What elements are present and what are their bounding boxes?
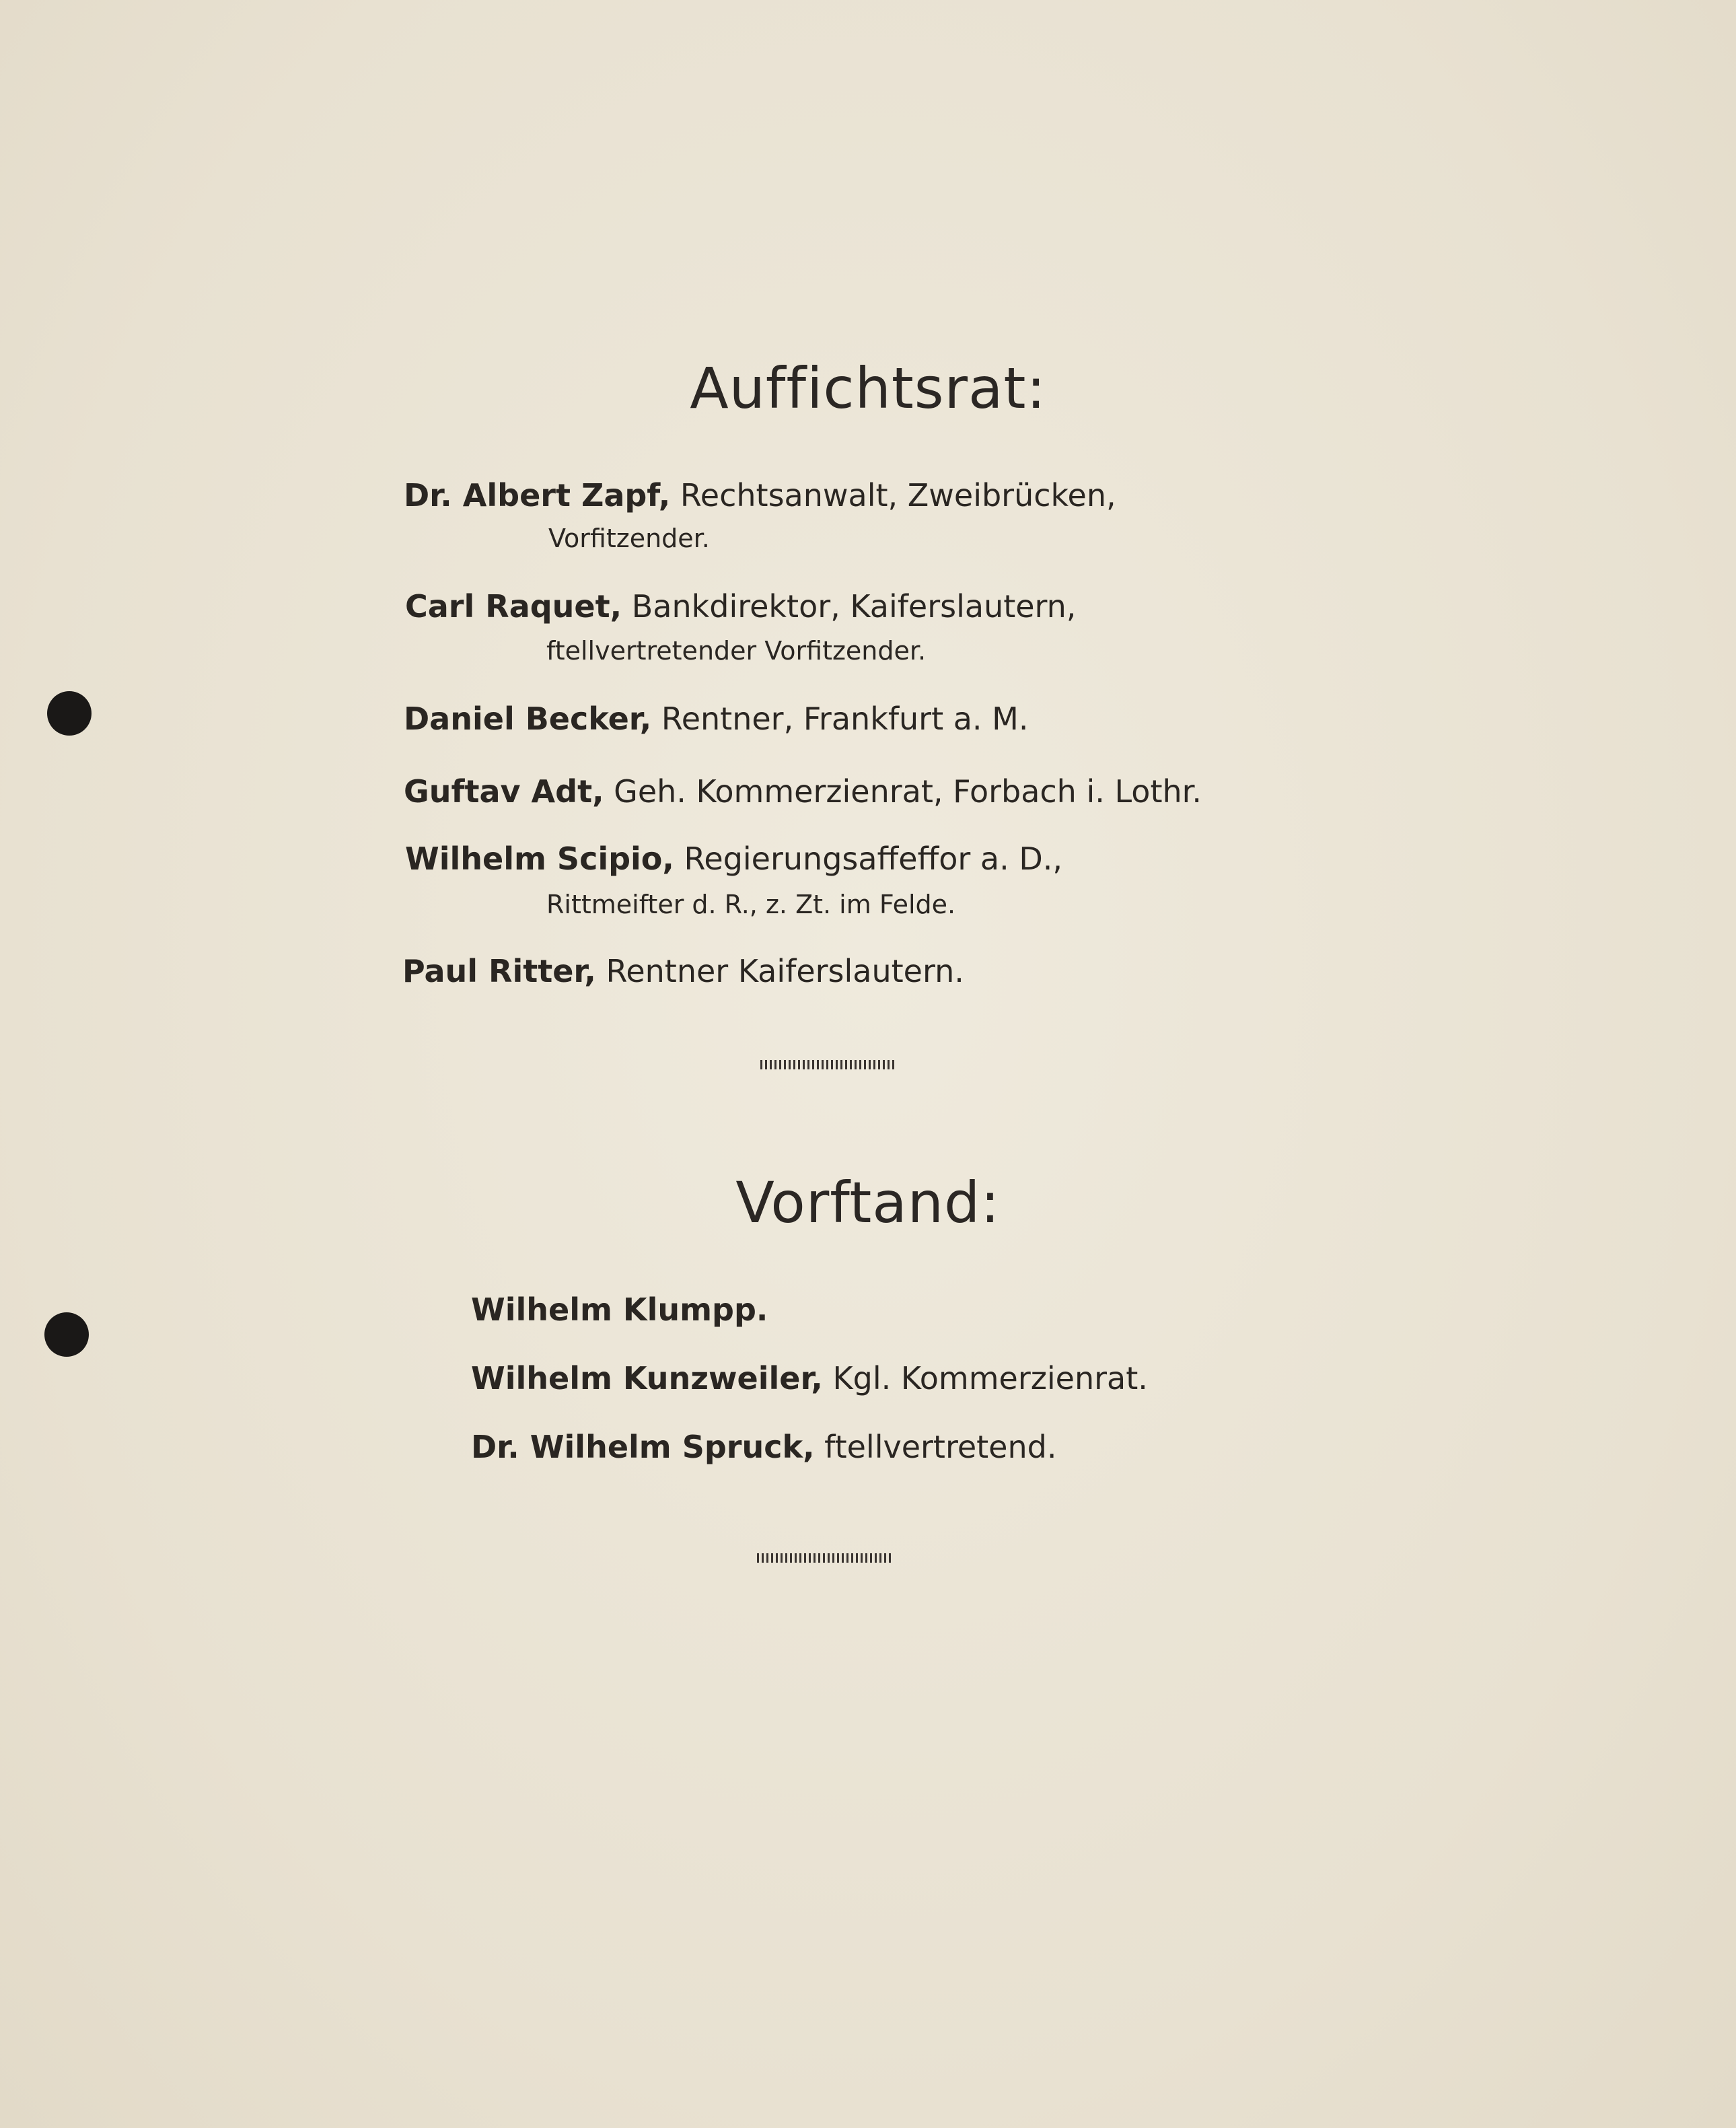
member-name: Dr. Wilhelm Spruck, (471, 1429, 815, 1465)
member-detail: Rentner Kaiferslautern. (595, 953, 964, 989)
member-entry (405, 840, 1062, 878)
member-entry (471, 1428, 1056, 1466)
member-detail: ftellvertretend. (814, 1429, 1057, 1465)
member-entry (471, 1291, 768, 1328)
member-detail: Bankdirektor, Kaiferslautern, (622, 588, 1077, 625)
member-name: Dr. Albert Zapf, (404, 477, 671, 513)
member-role: Vorfitzender. (548, 524, 710, 553)
member-name: Wilhelm Kunzweiler, (471, 1360, 823, 1396)
punch-hole-top (47, 691, 92, 736)
member-entry (471, 1359, 1148, 1397)
member-entry (404, 476, 1116, 514)
section-divider (760, 1060, 895, 1069)
member-detail: Kgl. Kommerzienrat. (822, 1360, 1148, 1396)
member-name: Wilhelm Scipio, (405, 841, 674, 877)
member-name: Carl Raquet, (405, 588, 622, 625)
member-detail: Rechtsanwalt, Zweibrücken, (670, 477, 1116, 513)
aufsichtsrat-heading: Auffichtsrat: (690, 355, 1046, 421)
punch-hole-bottom (44, 1312, 89, 1357)
member-name: Guftav Adt, (404, 773, 604, 810)
member-entry (402, 952, 964, 990)
member-name: Paul Ritter, (402, 953, 596, 989)
member-entry (405, 588, 1076, 625)
member-role: Rittmeifter d. R., z. Zt. im Felde. (546, 890, 956, 919)
section-divider (757, 1553, 892, 1563)
member-entry (404, 700, 1029, 738)
member-entry (404, 773, 1202, 810)
member-detail: Regierungsaffeffor a. D., (674, 841, 1063, 877)
vorstand-heading: Vorftand: (735, 1170, 1001, 1236)
member-detail: Rentner, Frankfurt a. M. (651, 701, 1029, 737)
member-name: Wilhelm Klumpp. (471, 1291, 768, 1328)
member-detail: Geh. Kommerzienrat, Forbach i. Lothr. (604, 773, 1202, 810)
member-name: Daniel Becker, (404, 701, 652, 737)
member-role: ftellvertretender Vorfitzender. (546, 636, 927, 666)
